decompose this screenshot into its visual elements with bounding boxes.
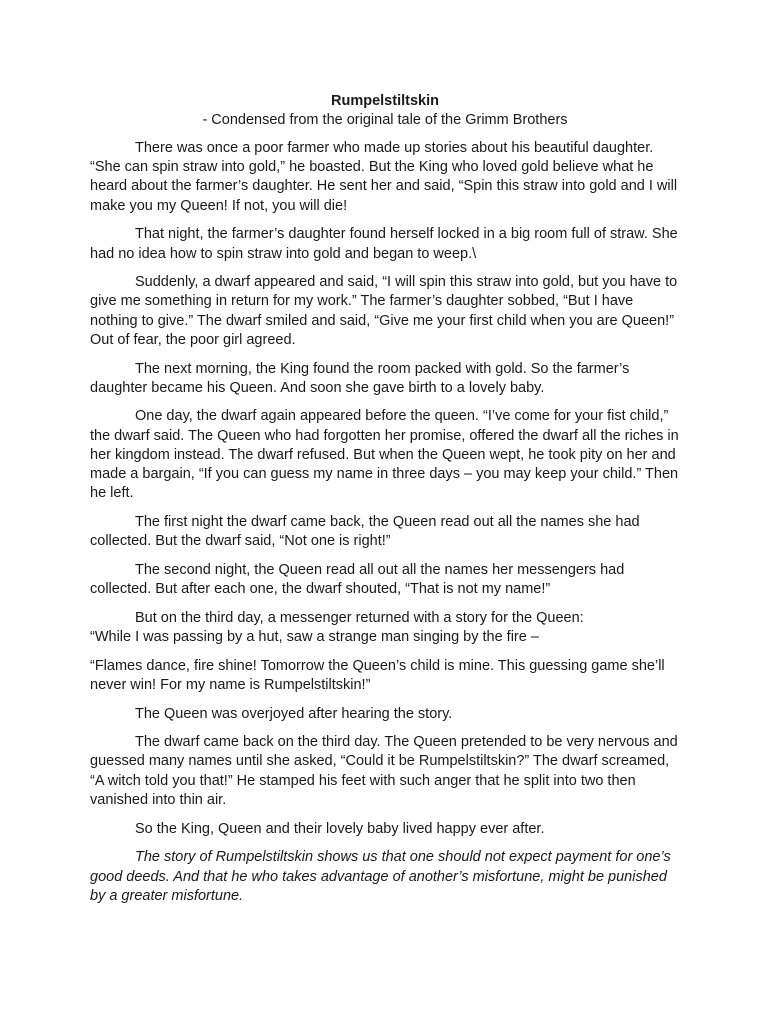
document-page — [90, 92, 680, 915]
paragraph-dwarf-appears: Suddenly, a dwarf appeared and said, “I will spin this straw into gold, but you have to give me something in return for my work.” The farmer’s daughter sobbed, “But I have nothing to give.” The dwarf smiled and said, “Give me your first child when you are Queen!” Out of fear, the poor girl agreed. — [90, 274, 678, 348]
paragraph-song: “Flames dance, fire shine! Tomorrow the Queen’s child is mine. This guessing game she’ll never win! For my name is Rumpelstiltskin!” — [90, 657, 665, 693]
paragraph-ending: So the King, Queen and their lovely baby lived happy ever after. — [135, 820, 545, 837]
story-subtitle: - Condensed from the original tale of the Grimm Brothers — [202, 112, 568, 128]
paragraph-next-morning: The next morning, the King found the room packed with gold. So the farmer’s daughter became his Queen. And soon she gave birth to a lovely baby. — [90, 360, 630, 396]
paragraph-dwarf-returns: One day, the dwarf again appeared before the queen. “I’ve come for your fist child,” the dwarf said. The Queen who had forgotten her promise, offered the dwarf all the riches in her kingdom instead. The dwarf refused. But when the Queen wept, he took pity on her and made a bargain, “If you can guess my name in three days – you may keep your child.” Then he left. — [90, 408, 679, 502]
paragraph-intro: There was once a poor farmer who made up stories about his beautiful daughter. “She can spin straw into gold,” he boasted. But the King who loved gold believe what he heard about the farmer’s daughter. He sent her and said, “Spin this straw into gold and I will make you my Queen! If not, you will die! — [90, 140, 678, 214]
paragraph-locked-room: That night, the farmer’s daughter found herself locked in a big room full of straw. She had no idea how to spin straw into gold and began to weep.\ — [90, 226, 678, 262]
paragraph-second-night: The second night, the Queen read all out all the names her messengers had collected. But after each one, the dwarf shouted, “That is not my name!” — [90, 561, 625, 598]
paragraph-messenger-quote: “While I was passing by a hut, saw a strange man singing by the fire – — [90, 628, 539, 645]
paragraph-first-night: The first night the dwarf came back, the Queen read out all the names she had collected. But the dwarf said, “Not one is right!” — [90, 513, 640, 550]
paragraph-overjoyed: The Queen was overjoyed after hearing the story. — [135, 705, 453, 722]
paragraph-third-day: But on the third day, a messenger returned with a story for the Queen: — [135, 609, 584, 626]
paragraph-final-guess: The dwarf came back on the third day. The Queen pretended to be very nervous and guessed many names until she asked, “Could it be Rumpelstiltskin?” The dwarf screamed, “A witch told you that!” He stamped his feet with such anger that he split into two then vanished into thin air. — [90, 734, 678, 808]
paragraph-moral: The story of Rumpelstiltskin shows us that one should not expect payment for one’s good deeds. And that he who takes advantage of another’s misfortune, might be punished by a greater misfortune. — [90, 849, 671, 904]
story-title: Rumpelstiltskin — [331, 93, 439, 109]
